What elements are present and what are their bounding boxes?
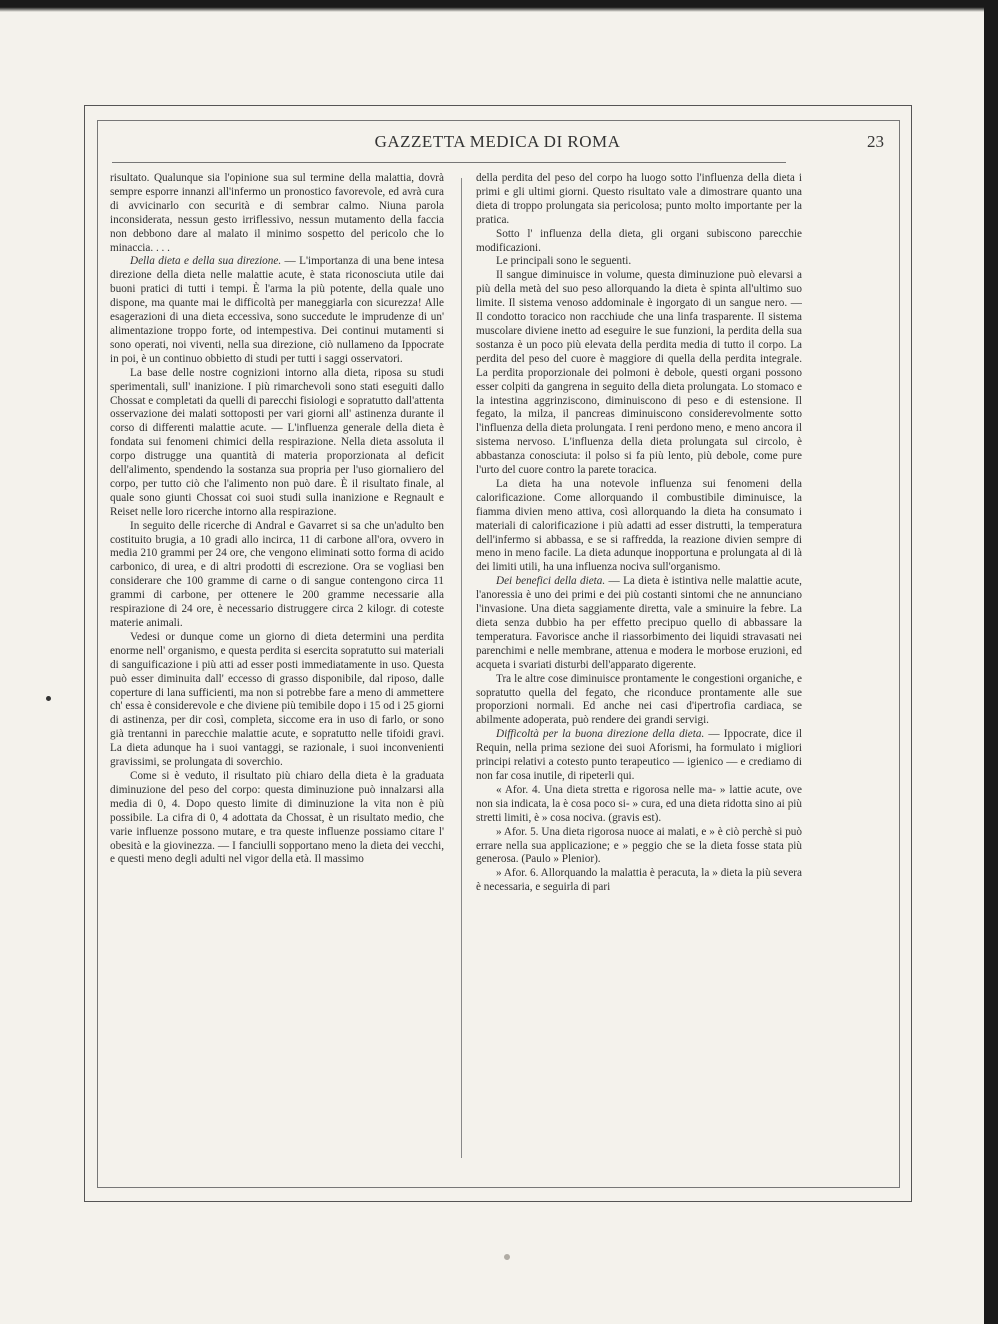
paragraph: In seguito delle ricerche di Andral e Gavarret si sa che un'adulto ben costituito brugia, a 10 gradi allo incirca, 11 di carbone all'ora, ovvero in media 210 grammi per 24 ore, che vengono eliminati sotto forma di acido carbonico, di urea, e di altri prodotti di escrezione. Ora se vogliasi ben considerare che 100 gramme di carne o di sangue contengono circa 11 grammi di carbone, per ottenere le 200 gramme necessarie alla respirazione di 24 ore, è necessario distruggere circa 2 kilogr. di coteste materie animali. [110, 519, 444, 629]
aphorism-paragraph: » Afor. 6. Allorquando la malattia è peracuta, la » dieta la più severa è necessaria, e seguirla di pari [476, 867, 802, 894]
paragraph: Vedesi or dunque come un giorno di dieta determini una perdita enorme nell' organismo, e questa perdita si esercita sopratutto sui materiali di sanguificazione i più atti ad esser posti immediatamente in uso. Questa può esser diminuita dall' eccesso di grasso disponibile, dal riposo, dalle coperture di lana sufficienti, ma non si potrebbe fare a meno di ammettere ch' essa è considerevole e che diviene più temibile dopo i 15 od i 25 giorni di astinenza, per dir così, completa, siccome era in uso di farlo, or sono già trentanni in parecchie malattie acute, e sopratutto nelle tifoidi gravi. La dieta adunque ha i suoi vantaggi, se razionale, i suoi inconvenienti gravissimi, se prolungata di soverchio. [110, 630, 444, 769]
header-rule [112, 162, 786, 163]
paragraph: Sotto l' influenza della dieta, gli organi subiscono parecchie modificazioni. [476, 227, 802, 254]
paragraph-text: — Ippocrate, dice il Requin, nella prima sezione dei suoi Aforismi, ha formulato i migliori principi relativi a cotesto punto terapeutico — igienico — e crediamo di non far cosa inutile, di ripeterli qui. [476, 728, 802, 782]
paragraph-text: — La dieta è istintiva nelle malattie acute, l'anoressia è uno dei primi e dei più costanti sintomi che ne annunciano l'invasione. Una dieta saggiamente diretta, vale a sminuire la febre. La dieta senza dubbio ha per effetto precipuo quello di abbassare la temperatura. Favorisce anche il riassorbimento dei liquidi stravasati nei parenchimi e nelle membrane, attenua e modera le morbose eruzioni, ed acqueta i svariati disturbi dell'apparato digerente. [476, 575, 802, 671]
paragraph-text: — L'importanza di una bene intesa direzione della dieta nelle malattie acute, è stata riconosciuta utile dai buoni pratici di tutti i tempi. È l'arma la più potente, della quale uno dispone, ma quante mai le difficoltà per maneggiarla con sicurezza! Alle esagerazioni di una dieta eccessiva, sono succedute le imprudenze di un' alimentazione troppo forte, od intempestiva. Dei continui mutamenti si sono operati, noi viventi, nella sua direzione, ciò nullameno da Ippocrate in poi, è un continuo obbietto di studi per tutti i saggi osservatori. [110, 255, 444, 365]
column-divider [461, 178, 462, 1158]
aphorism-paragraph: « Afor. 4. Una dieta stretta e rigorosa nelle ma- » lattie acute, ove non sia indicata, la è cosa poco si- » cura, ed una dieta ridotta sino ai più stretti limiti, è » cosa nociva. (gravis est). [476, 783, 802, 824]
scan-top-edge [0, 0, 998, 12]
running-header [97, 128, 898, 158]
paragraph: della perdita del peso del corpo ha luogo sotto l'influenza della dieta i primi e gli ultimi giorni. Questo risultato vale a dimostrare quanto una dieta di troppo prolungata sia pericolosa; punto molto importante per la pratica. [476, 172, 802, 226]
left-column [110, 172, 444, 1172]
paragraph: Tra le altre cose diminuisce prontamente le congestioni organiche, e sopratutto quella del fegato, che riconduce prontamente alle sue proporzioni normali. Ed anche nei casi d'ipertrofia cardiaca, se abilmente adoperata, può rendere dei grandi servigi. [476, 672, 802, 727]
right-column [476, 172, 802, 1172]
paragraph: La base delle nostre cognizioni intorno alla dieta, riposa su studi sperimentali, sull' inanizione. I più rimarchevoli sono stati eseguiti dallo Chossat e completati da quelli di parecchi fisiologi e sopratutto dall'attenta osservazione dei malati sottoposti per vari giorni all' astinenza durante il corso di differenti malattie acute. — L'influenza generale della dieta è fondata sui fenomeni chimici della respirazione. Nella dieta assoluta il corpo distrugge una quantità di materia proporzionata al deficit dell'alimento, spendendo la sostanza sua propria per l'uso giornaliero del corpo, per tutto ciò che l'alimento non può dare. È il risultato finale, al quale sono giunti Chossat coi suoi studi sulla inanizione e Regnault e Reiset nelle loro ricerche intorno alla respirazione. [110, 366, 444, 518]
paragraph [476, 575, 802, 672]
paragraph: Le principali sono le seguenti. [496, 255, 632, 268]
paragraph: Il sangue diminuisce in volume, questa diminuzione può elevarsi a più della metà del suo peso allorquando la dieta è spinta all'ultimo suo limite. Il sistema venoso addominale è ingorgato di un sangue nero. — Il condotto toracico non racchiude che una linfa trasparente. Il sistema muscolare diviene inetto ad eseguire le sue funzioni, la perdita della sua sostanza è un poco più elevata della perdita media di tutto il corpo. La perdita del peso del cuore è maggiore di quella della perdita integrale. La perdita proporzionale dei polmoni è debole, questi organi possono esser colpiti da gangrena in seguito della dieta prolungata. Lo stomaco e la intestina aggrinziscono, diminuiscono di peso e di estensione. Il fegato, la milza, il pancreas diminuiscono considerevolmente sotto l'influenza della dieta prolungata. I reni perdono meno, e meno ancora il sistema nervoso. L'influenza della dieta prolungata sul circolo, è abbastanza conosciuta: il polso si fa più lento, più debole, come pure l'urto del cuore contro la parete toracica. [476, 269, 802, 477]
paragraph: risultato. Qualunque sia l'opinione sua sul termine della malattia, dovrà sempre esporre innanzi all'infermo un pronostico favorevole, ed avrà cura di avvicinarlo con securità e di sembrar calmo. Niuna parola inconsiderata, nessun gesto irriflessivo, nessun mutamento della faccia non debbono dare al malato il minimo sospetto del pericolo che lo minaccia. . . . [110, 172, 444, 254]
section-heading: Dei benefici della dieta. [496, 575, 606, 588]
paragraph [110, 255, 444, 366]
margin-mark [46, 696, 51, 701]
aphorism-paragraph: » Afor. 5. Una dieta rigorosa nuoce ai malati, e » è ciò perchè si può errare nella sua applicazione; e » peggio che se la dieta fosse stata più generosa. (Paulo » Plenior). [476, 825, 802, 866]
paragraph: Come si è veduto, il risultato più chiaro della dieta è la graduata diminuzione del peso del corpo: questa diminuzione può innalzarsi alla media di 0, 4. Dopo questo limite di diminuzione la vita non è più possibile. La cifra di 0, 4 adottata da Chossat, è un risultato medio, che varie influenze possono mutare, e tra queste influenze possiamo citare l' obesità e la giovinezza. — I fanciulli sopportano meno la dieta dei vecchi, e questi meno degli adulti nel vigor della età. Il massimo [110, 769, 444, 866]
paragraph: La dieta ha una notevole influenza sui fenomeni della calorificazione. Come allorquando il combustibile diminuisce, la fiamma divien meno attiva, così allorquando la dieta ha consumato i materiali di calorificazione i più adatti ad esser distrutti, la temperatura dell'infermo si abbassa, e se si raffredda, la reazione divien sempre di meno in meno facile. La dieta adunque inopportuna e prolungata al di là dei limiti utili, ha una influenza nociva sull'organismo. [476, 477, 802, 574]
paragraph [476, 728, 802, 784]
scan-right-edge [984, 0, 998, 1324]
page-number: 23 [867, 132, 884, 151]
section-heading: Della dieta e della sua direzione. [130, 255, 282, 268]
scan-speck [504, 1254, 510, 1260]
section-heading: Difficoltà per la buona direzione della dieta. [496, 728, 705, 741]
journal-title: GAZZETTA MEDICA DI ROMA [374, 132, 621, 151]
